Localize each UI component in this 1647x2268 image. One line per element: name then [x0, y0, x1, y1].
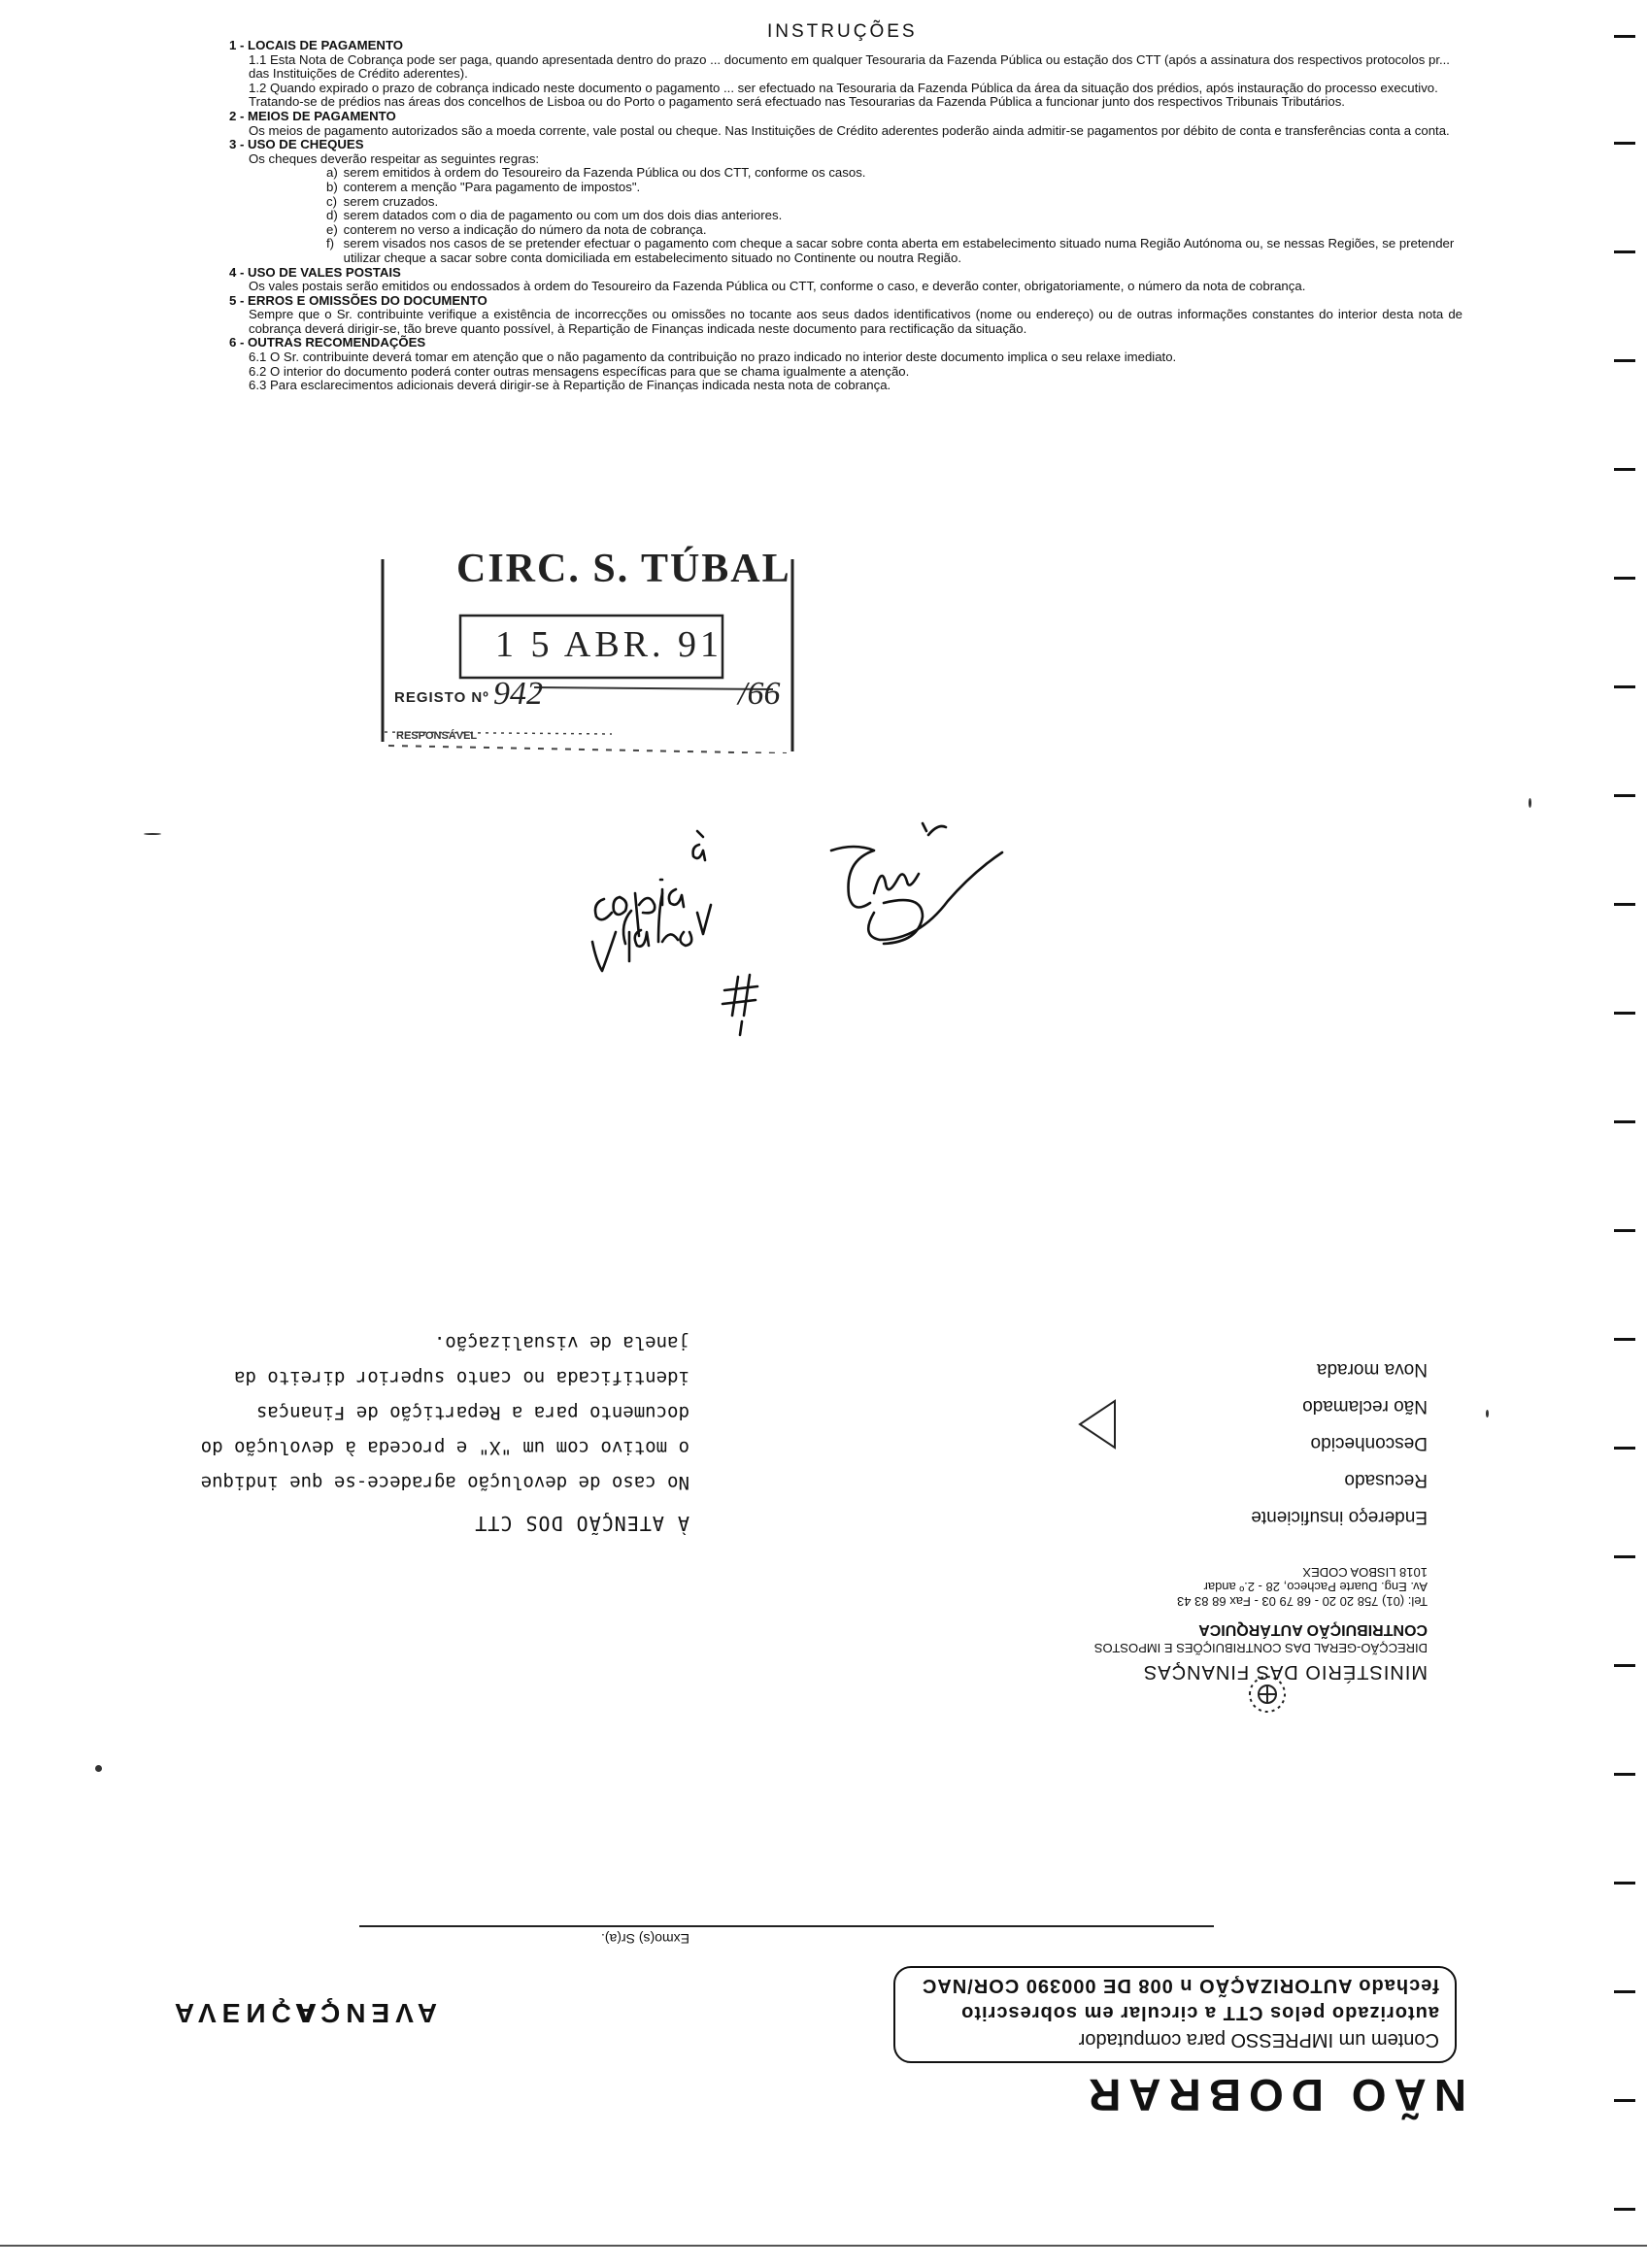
margin-tick — [1614, 1664, 1635, 1667]
attention-ctt-text: No caso de devolução agradece-se que indique o motivo com um "X" e proceda à devolução do documento para a Repartição de Finanças identificada no canto superior direito da janela de visualização. — [200, 1332, 689, 1493]
margin-tick — [1614, 1338, 1635, 1341]
list-label: c) — [326, 193, 337, 209]
section-item: 6.2 O interior do documento poderá conter outras mensagens específicas para que se chama igualmente a atenção. — [249, 363, 910, 379]
instructions-title: INSTRUÇÕES — [767, 21, 918, 42]
margin-tick — [1614, 1120, 1635, 1123]
list-item — [229, 209, 1462, 223]
stamp-office: CIRC. S. TÚBAL — [456, 547, 791, 591]
stamp-responsavel: RESPONSÁVEL — [396, 730, 478, 742]
margin-tick — [1614, 1447, 1635, 1450]
section-heading: 3 - USO DE CHEQUES — [229, 137, 364, 152]
notice-line-3: fechado AUTORIZAÇÃO n 008 DE 000390 COR/NAC — [921, 1975, 1439, 1996]
section-heading: 4 - USO DE VALES POSTAIS — [229, 264, 401, 280]
margin-tick — [1614, 1229, 1635, 1232]
list-item — [229, 181, 1462, 195]
margin-tick — [1614, 1990, 1635, 1993]
list-label: a) — [326, 165, 338, 181]
scan-speck — [1529, 798, 1531, 808]
list-text: serem emitidos à ordem do Tesoureiro da Fazenda Pública ou dos CTT, conforme os casos. — [343, 165, 866, 181]
notice-line-2: autorizado pelos CTT a circular em sobrescrito — [960, 2002, 1439, 2023]
margin-tick — [1614, 142, 1635, 145]
scan-speck — [144, 833, 161, 835]
margin-tick — [1614, 794, 1635, 797]
contacts-block — [1177, 1565, 1428, 1609]
margin-tick — [1614, 468, 1635, 471]
section-body: Sempre que o Sr. contribuinte verifique a existência de incorrecções ou omissões no tocante aos seus dados identificativos (nome ou endereço) ou de outras informações constantes do interior desta nota de cobrança deverá dirigir-se, tão breve quanto possível, à Repartição de Finanças indicada neste documento para rectificação da situação. — [249, 307, 1462, 336]
section-item: 6.1 O Sr. contribuinte deverá tomar em atenção que o não pagamento da contribuição no prazo indicado no interior deste documento implica o seu relaxe imediato. — [249, 350, 1177, 365]
handwritten-signature — [583, 796, 1029, 1083]
list-label: b) — [326, 179, 338, 194]
envelope-back-rotated — [175, 1248, 1466, 2121]
reason-item: Endereço insuficiente — [1251, 1507, 1428, 1527]
addressee-label: Exmo(s) Sr(a). — [601, 1931, 689, 1947]
reason-item: Nova morada — [1316, 1359, 1428, 1380]
bottom-edge-rule — [0, 2245, 1647, 2247]
margin-tick — [1614, 1882, 1635, 1884]
section-item: 1.1 Esta Nota de Cobrança pode ser paga, quando apresentada dentro do prazo ... documento em qualquer Tesouraria da Fazenda Pública ou estação dos CTT (após a assinatura dos respectivos protocolos pr... das Instituições de Crédito aderentes). — [249, 51, 1450, 82]
list-label: e) — [326, 221, 338, 237]
margin-tick — [1614, 577, 1635, 580]
instructions-body — [229, 39, 1462, 393]
margin-tick — [1614, 1555, 1635, 1558]
attention-ctt-title: À ATENÇÃO DOS CTT — [474, 1512, 689, 1535]
list-item — [229, 223, 1462, 238]
avenca-label: AVENÇA — [288, 1998, 437, 2028]
street-address: Av. Eng. Duarte Pacheco, 28 - 2.º andar — [1203, 1580, 1428, 1594]
scan-speck — [1486, 1410, 1489, 1418]
address-window-line — [359, 1925, 1214, 1927]
section-body: Os meios de pagamento autorizados são a moeda corrente, vale postal ou cheque. Nas Instituições de Crédito aderentes poderão ainda admitir-se pagamentos por débito de conta e transferências conta a conta. — [249, 122, 1450, 138]
list-item — [229, 166, 1462, 181]
ministry-name: MINISTÉRIO DAS FINANÇAS — [1142, 1661, 1428, 1683]
reason-item: Não reclamado — [1302, 1396, 1428, 1417]
margin-tick — [1614, 359, 1635, 362]
list-text: serem visados nos casos de se pretender efectuar o pagamento com cheque a sacar sobre conta aberta em estabelecimento situado numa Região Autónoma ou, se nessas Regiões, se pretender utilizar cheque a sacar sobre conta domiciliada em estabelecimento situado no Continente ou noutra Região. — [343, 236, 1455, 265]
directorate-name: DIRECÇÃO-GERAL DAS CONTRIBUIÇÕES E IMPOSTOS — [1093, 1641, 1428, 1655]
stamp-registo-number: 942 — [493, 676, 543, 712]
nao-dobrar-heading: NÃO DOBRAR — [1081, 2070, 1466, 2120]
margin-tick — [1614, 250, 1635, 253]
section-heading: 1 - LOCAIS DE PAGAMENTO — [229, 38, 404, 52]
section-item: 6.3 Para esclarecimentos adicionais deverá dirigir-se à Repartição de Finanças indicada nesta nota de cobrança. — [249, 378, 891, 393]
reason-item: Desconhecido — [1310, 1433, 1428, 1453]
stamp-registo-label: REGISTO Nº — [394, 689, 489, 706]
list-text: serem datados com o dia de pagamento ou com um dos dois dias anteriores. — [343, 208, 783, 223]
margin-tick — [1614, 1012, 1635, 1015]
section-heading: 6 - OUTRAS RECOMENDAÇÕES — [229, 335, 426, 350]
margin-tick — [1614, 2208, 1635, 2211]
department-name: CONTRIBUIÇÃO AUTÁRQUICA — [1198, 1621, 1428, 1638]
section-body: Os vales postais serão emitidos ou endossados à ordem do Tesoureiro da Fazenda Pública ou CTT, conforme o caso, e deverão conter, obrigatoriamente, o número da nota de cobrança. — [249, 279, 1306, 294]
margin-tick — [1614, 35, 1635, 38]
list-label: f) — [326, 236, 335, 251]
list-text: conterem no verso a indicação do número da nota de cobrança. — [343, 221, 707, 237]
margin-tick — [1614, 685, 1635, 688]
section-item: 1.2 Quando expirado o prazo de cobrança indicado neste documento o pagamento ... ser efectuado na Tesouraria da Fazenda Pública da área da situação dos prédios, após instauração do processo executivo. Tratando-se de prédios nas áreas dos concelhos de Lisboa ou do Porto o pagamento será efectuado nas Tesourarias da Fazenda Pública a funcionar junto dos respectivos Tribunais Tributários. — [249, 80, 1438, 110]
avenca-label-mirror: AVENÇA — [175, 1998, 323, 2028]
reason-item: Recusado — [1344, 1470, 1428, 1490]
city-postcode: 1018 LISBOA CODEX — [1302, 1565, 1428, 1580]
list-label: d) — [326, 208, 338, 223]
notice-line-1: Contem um IMPRESSO para computador — [1078, 2029, 1439, 2051]
list-text: serem cruzados. — [343, 193, 439, 209]
section-heading: 2 - MEIOS DE PAGAMENTO — [229, 108, 396, 123]
pointer-triangle-icon — [1078, 1394, 1117, 1450]
margin-tick — [1614, 2099, 1635, 2102]
list-item — [229, 237, 1462, 265]
section-heading: 5 - ERROS E OMISSÕES DO DOCUMENTO — [229, 292, 487, 308]
list-item — [229, 195, 1462, 210]
computer-printed-notice — [893, 1966, 1457, 2063]
phone-fax: Tel: (01) 758 20 20 - 68 79 03 - Fax 68 83 43 — [1176, 1594, 1428, 1609]
stamp-date: 1 5 ABR. 91 — [495, 624, 723, 665]
stamp-registo-suffix: /66 — [738, 676, 781, 712]
return-reasons-list — [1251, 1351, 1428, 1535]
margin-tick — [1614, 903, 1635, 906]
margin-tick — [1614, 1773, 1635, 1776]
section-body: Os cheques deverão respeitar as seguintes regras: — [249, 150, 540, 166]
scan-speck — [95, 1765, 102, 1772]
list-text: conterem a menção "Para pagamento de impostos". — [343, 179, 641, 194]
